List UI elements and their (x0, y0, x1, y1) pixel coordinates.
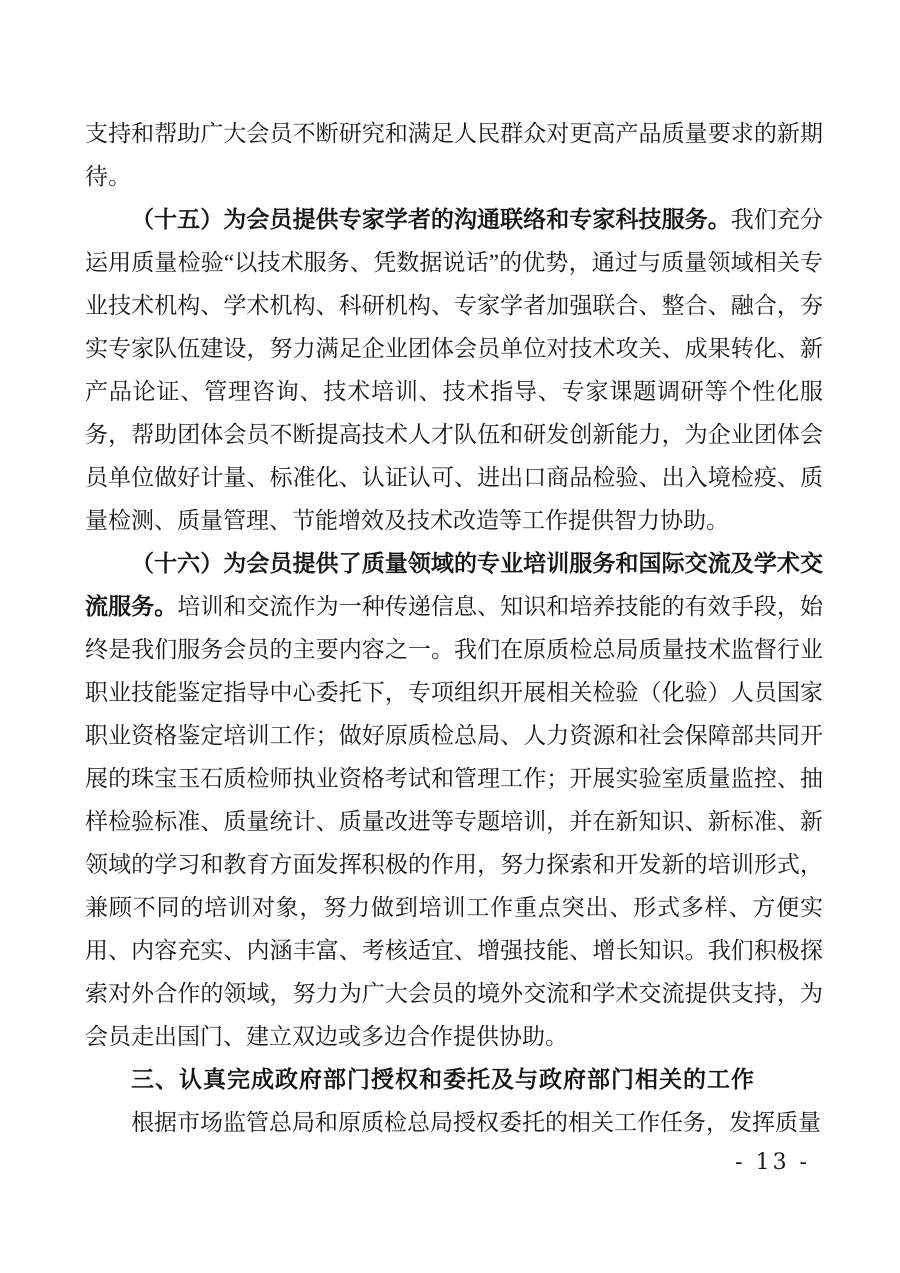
paragraph-item-15-lead: （十五）为会员提供专家学者的沟通联络和专家科技服务。 (131, 207, 731, 232)
document-page (85, 112, 823, 1144)
paragraph-item-16-lead: （十六）为会员提供了质量领域的专业培训服务和国际交流及学术交流服务。 (85, 551, 823, 619)
paragraph-last: 根据市场监管总局和原质检总局授权委托的相关工作任务，发挥质量 (131, 1110, 821, 1135)
paragraph-continuation: 支持和帮助广大会员不断研究和满足人民群众对更高产品质量要求的新期待。 (85, 121, 823, 189)
paragraph-item-16-body: 培训和交流作为一种传递信息、知识和培养技能的有效手段，始终是我们服务会员的主要内容之一。我们在原质检总局质量技术监督行业职业技能鉴定指导中心委托下，专项组织开展相关检验（化验）人员国家职业资格鉴定培训工作；做好原质检总局、人力资源和社会保障部共同开展的珠宝玉石质检师执业资格考试和管理工作；开展实验室质量监控、抽样检验标准、质量统计、质量改进等专题培训，并在新知识、新标准、新领域的学习和教育方面发挥积极的作用，努力探索和开发新的培训形式，兼顾不同的培训对象，努力做到培训工作重点突出、形式多样、方便实用、内容充实、内涵丰富、考核适宜、增强技能、增长知识。我们积极探索对外合作的领域，努力为广大会员的境外交流和学术交流提供支持，为会员走出国门、建立双边或多边合作提供协助。 (85, 594, 824, 1049)
paragraph-item-16 (85, 542, 823, 1058)
page-number: - 13 - (735, 1150, 810, 1175)
section-heading-three: 三、认真完成政府部门授权和委托及与政府部门相关的工作 (131, 1066, 755, 1092)
paragraph-item-15 (85, 198, 823, 542)
paragraph-item-15-body: 我们充分运用质量检验“以技术服务、凭数据说话”的优势，通过与质量领域相关专业技术机构、学术机构、科研机构、专家学者加强联合、整合、融合，夯实专家队伍建设，努力满足企业团体会员单位对技术攻关、成果转化、新产品论证、管理咨询、技术培训、技术指导、专家课题调研等个性化服务，帮助团体会员不断提高技术人才队伍和研发创新能力，为企业团体会员单位做好计量、标准化、认证认可、进出口商品检验、出入境检疫、质量检测、质量管理、节能增效及技术改造等工作提供智力协助。 (85, 207, 824, 533)
